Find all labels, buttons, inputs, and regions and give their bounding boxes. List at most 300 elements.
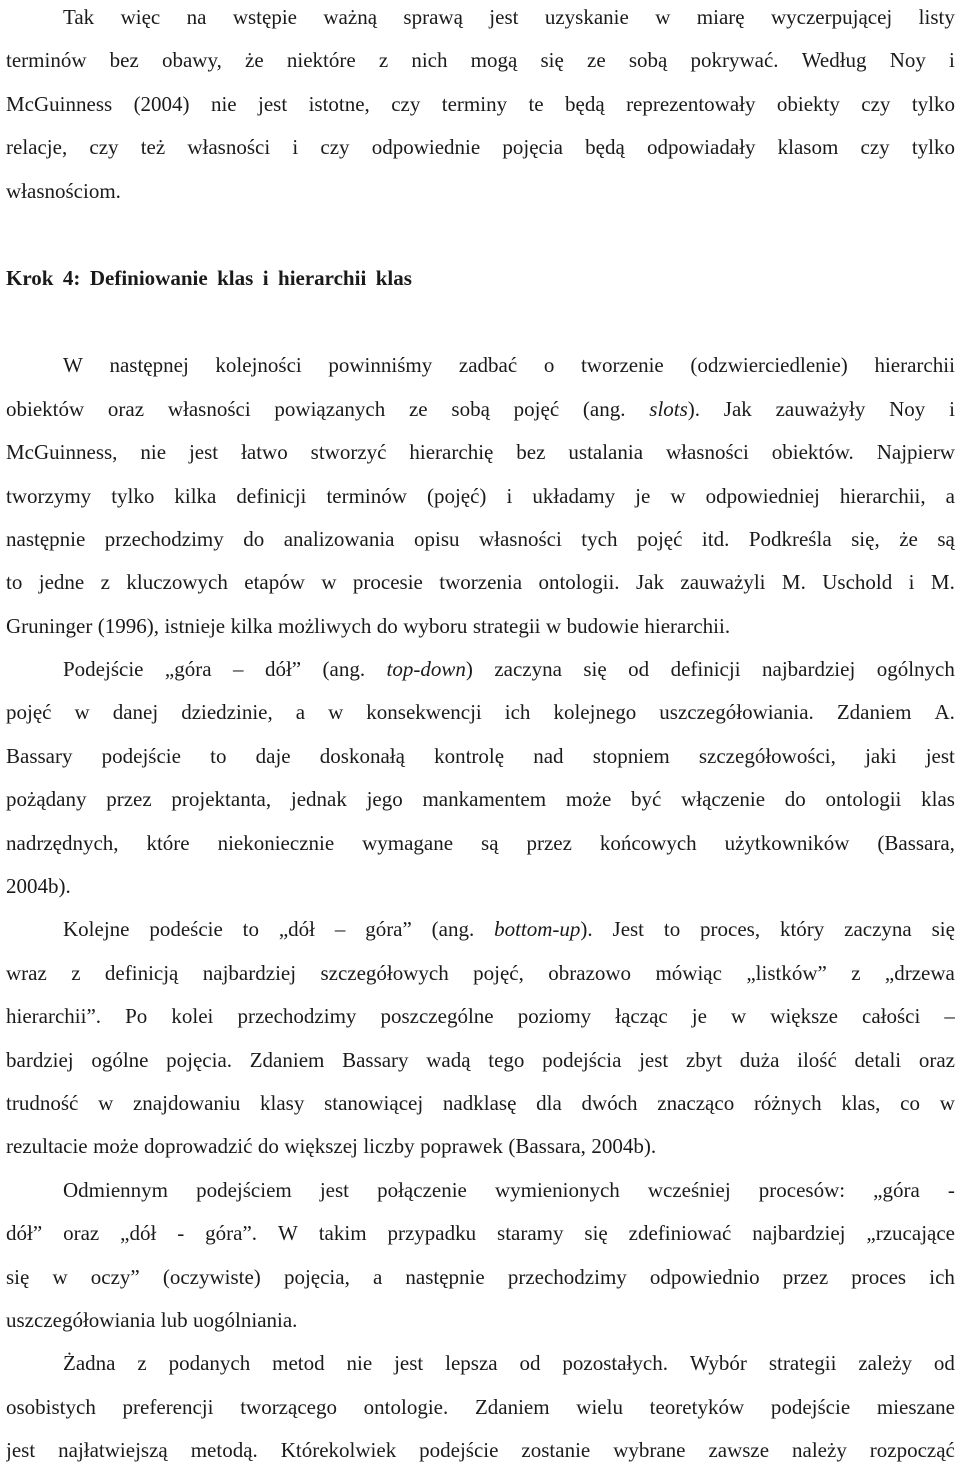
text-line bbox=[6, 1342, 955, 1385]
word: pojęcia bbox=[502, 135, 563, 160]
word: stanowiącej bbox=[324, 1090, 424, 1115]
paragraph-gap bbox=[6, 300, 955, 344]
word: (ang. bbox=[431, 917, 475, 942]
word: te bbox=[528, 91, 544, 116]
word: istnieje bbox=[164, 613, 226, 638]
word: podejście bbox=[419, 1438, 499, 1463]
word: detali bbox=[854, 1047, 902, 1072]
word: (Bassara, bbox=[877, 830, 955, 855]
word: układamy bbox=[532, 483, 616, 508]
word: Żadna bbox=[63, 1351, 116, 1376]
word: – bbox=[944, 1004, 955, 1029]
word: W bbox=[277, 1221, 298, 1246]
word: że bbox=[245, 48, 264, 73]
word: proces bbox=[851, 1264, 907, 1289]
word: duża bbox=[739, 1047, 780, 1072]
text-line bbox=[6, 431, 955, 474]
word: ustalania bbox=[568, 440, 644, 465]
word: tylko bbox=[911, 135, 955, 160]
word: oraz bbox=[107, 396, 145, 421]
text-line bbox=[6, 39, 955, 82]
word: pozostałych. bbox=[562, 1351, 668, 1376]
word: zależy bbox=[858, 1351, 912, 1376]
text-line bbox=[6, 1256, 955, 1299]
word: jest bbox=[6, 1438, 36, 1463]
word: przechodzimy bbox=[104, 526, 224, 551]
word: się bbox=[583, 657, 607, 682]
word: dół” bbox=[264, 657, 302, 682]
word: Tak bbox=[63, 5, 95, 29]
word: takim bbox=[318, 1221, 367, 1246]
word: tworzymy bbox=[6, 483, 92, 508]
word: terminy bbox=[441, 91, 508, 116]
word: z bbox=[137, 1351, 147, 1376]
word: kilka bbox=[174, 483, 217, 508]
word: klas bbox=[217, 265, 254, 290]
word: tworzącego bbox=[240, 1394, 337, 1419]
word: przez bbox=[782, 1264, 829, 1289]
word: staramy bbox=[497, 1221, 564, 1246]
word: „dół bbox=[120, 1221, 157, 1246]
word: Po bbox=[125, 1004, 148, 1029]
word: zauważyli bbox=[680, 570, 766, 595]
word: Zdaniem bbox=[474, 1394, 550, 1419]
section-heading bbox=[6, 257, 955, 300]
word: będą bbox=[565, 91, 605, 116]
word: „drzewa bbox=[884, 960, 955, 985]
word: to bbox=[6, 570, 23, 595]
word: reprezentowały bbox=[626, 91, 756, 116]
word: w bbox=[52, 1264, 68, 1289]
word: pojęć bbox=[636, 526, 683, 551]
word: pojęcia, bbox=[283, 1264, 350, 1289]
word: własnościom. bbox=[6, 178, 121, 203]
word: ich bbox=[504, 700, 531, 725]
word: czy bbox=[860, 135, 890, 160]
word: McGuinness, bbox=[6, 440, 118, 465]
text-line bbox=[6, 778, 955, 821]
word: doskonałą bbox=[319, 743, 405, 768]
word: i bbox=[292, 135, 299, 160]
word: własności bbox=[187, 135, 271, 160]
word: preferencji bbox=[122, 1394, 214, 1419]
word: M. bbox=[930, 570, 955, 595]
word: w bbox=[74, 700, 90, 725]
word: - bbox=[177, 1221, 185, 1246]
word: na bbox=[186, 5, 207, 29]
word: tych bbox=[581, 526, 618, 551]
word: sobą bbox=[451, 396, 490, 421]
word: w bbox=[98, 1090, 114, 1115]
word: etapów bbox=[244, 570, 305, 595]
text-line bbox=[6, 1299, 955, 1342]
word: doprowadzić bbox=[144, 1134, 253, 1159]
word: sobą bbox=[628, 48, 668, 73]
word: dla bbox=[536, 1090, 562, 1115]
word: należy bbox=[792, 1438, 847, 1463]
word: niektóre bbox=[286, 48, 356, 73]
word: slots). bbox=[649, 396, 701, 421]
word: je bbox=[635, 483, 651, 508]
word: jednak bbox=[290, 787, 347, 812]
word: odpowiadały bbox=[647, 135, 756, 160]
word: i bbox=[908, 570, 915, 595]
document-page bbox=[6, 0, 955, 1473]
word: najbardziej bbox=[752, 1221, 846, 1246]
paragraph bbox=[6, 1342, 955, 1472]
word: się bbox=[540, 48, 564, 73]
word: pożądany bbox=[6, 787, 87, 812]
paragraph bbox=[6, 908, 955, 1168]
word: i bbox=[949, 396, 955, 421]
word: dół” bbox=[6, 1221, 43, 1246]
word: wadą bbox=[426, 1047, 471, 1072]
word: nad bbox=[533, 743, 564, 768]
word: stworzyć bbox=[310, 440, 387, 465]
word: najłatwiejszą bbox=[58, 1438, 168, 1463]
word: „góra bbox=[873, 1177, 920, 1202]
word: tego bbox=[488, 1047, 525, 1072]
word: niekoniecznie bbox=[217, 830, 335, 855]
word: zaczyna bbox=[844, 917, 912, 942]
word: mieszane bbox=[876, 1394, 955, 1419]
word: jest bbox=[489, 5, 519, 29]
word: poziomy bbox=[517, 1004, 592, 1029]
word: Najpierw bbox=[876, 440, 955, 465]
word: uogólniania. bbox=[193, 1307, 298, 1332]
word: powinniśmy bbox=[328, 353, 433, 378]
word: ogólnych bbox=[876, 657, 955, 682]
word: zbyt bbox=[685, 1047, 723, 1072]
text-line bbox=[6, 83, 955, 126]
word: zadbać bbox=[458, 353, 518, 378]
word: opisu bbox=[413, 526, 460, 551]
word: budowie bbox=[566, 613, 639, 638]
word: wymagane bbox=[362, 830, 454, 855]
word: najbardziej bbox=[202, 960, 297, 985]
word: się, bbox=[851, 526, 880, 551]
word: góra” bbox=[365, 917, 412, 942]
word: pojęć, bbox=[473, 960, 524, 985]
word: nadklasę bbox=[442, 1090, 517, 1115]
word: definicji bbox=[236, 483, 307, 508]
word: liczby bbox=[363, 1134, 415, 1159]
word: góra”. bbox=[205, 1221, 258, 1246]
word: nich bbox=[411, 48, 448, 73]
word: pojęć bbox=[6, 700, 52, 725]
word: jaki bbox=[865, 743, 897, 768]
word: kluczowych bbox=[126, 570, 228, 595]
word: kolei bbox=[171, 1004, 214, 1029]
word: czy bbox=[861, 91, 891, 116]
word: Którekolwiek bbox=[280, 1438, 397, 1463]
word: nie bbox=[140, 440, 167, 465]
word: McGuinness bbox=[6, 91, 113, 116]
word: rezultacie bbox=[6, 1134, 88, 1159]
word: poprawek bbox=[420, 1134, 503, 1159]
word: najbardziej bbox=[762, 657, 856, 682]
word: poszczególne bbox=[380, 1004, 494, 1029]
word: definicją bbox=[104, 960, 179, 985]
word: szczegółowych bbox=[320, 960, 449, 985]
word: pojęć bbox=[513, 396, 560, 421]
word: Uschold bbox=[822, 570, 893, 595]
word: danej bbox=[112, 700, 159, 725]
word: następnej bbox=[109, 353, 189, 378]
word: następnie bbox=[6, 526, 86, 551]
word: łatwo bbox=[241, 440, 288, 465]
word: większej bbox=[284, 1134, 358, 1159]
word: Jak bbox=[723, 396, 752, 421]
word: Podkreśla bbox=[748, 526, 832, 551]
word: konsekwencji bbox=[366, 700, 482, 725]
word: ze bbox=[408, 396, 428, 421]
word: pojęcia. bbox=[166, 1047, 233, 1072]
word: tworzenie bbox=[580, 353, 664, 378]
word: z bbox=[71, 960, 81, 985]
word: klas, bbox=[841, 1090, 881, 1115]
word: i bbox=[262, 265, 269, 290]
word: hierarchię bbox=[409, 440, 494, 465]
word: podanych bbox=[168, 1351, 251, 1376]
word: połączenie bbox=[377, 1177, 467, 1202]
word: ze bbox=[587, 48, 606, 73]
word: lepsza bbox=[445, 1351, 498, 1376]
word: (oczywiste) bbox=[162, 1264, 261, 1289]
word: Jest bbox=[612, 917, 645, 942]
word: podejście bbox=[770, 1394, 851, 1419]
word: własności bbox=[167, 396, 251, 421]
word: z bbox=[851, 960, 861, 985]
word: Bassary bbox=[342, 1047, 409, 1072]
word: definicji bbox=[670, 657, 741, 682]
word: terminów bbox=[6, 48, 87, 73]
word: a bbox=[372, 1264, 383, 1289]
word: obawy, bbox=[161, 48, 222, 73]
word: oraz bbox=[918, 1047, 955, 1072]
word: przechodzimy bbox=[237, 1004, 357, 1029]
word: jest bbox=[188, 440, 219, 465]
word: w bbox=[328, 700, 344, 725]
word: hierarchii, bbox=[839, 483, 926, 508]
text-line bbox=[6, 1039, 955, 1082]
word: sprawą bbox=[403, 5, 463, 29]
word: nie bbox=[346, 1351, 373, 1376]
word: zauważyły bbox=[775, 396, 866, 421]
word: tworzenia bbox=[439, 570, 523, 595]
word: (1996), bbox=[97, 613, 160, 638]
text-line bbox=[6, 1169, 955, 1212]
word: (Bassara, bbox=[508, 1134, 586, 1159]
word: podejście bbox=[101, 743, 181, 768]
text-line bbox=[6, 865, 955, 908]
word: Zdaniem bbox=[249, 1047, 325, 1072]
word: następnie bbox=[405, 1264, 485, 1289]
word: jest bbox=[258, 91, 288, 116]
word: w bbox=[731, 1004, 747, 1029]
word: (ang. bbox=[322, 657, 366, 682]
word: zaczyna bbox=[494, 657, 562, 682]
word: użytkowników bbox=[724, 830, 850, 855]
text-line bbox=[6, 735, 955, 778]
word: ich bbox=[929, 1264, 955, 1289]
word: podeście bbox=[149, 917, 223, 942]
word: który bbox=[779, 917, 825, 942]
word: w bbox=[670, 483, 686, 508]
paragraph-gap bbox=[6, 213, 955, 257]
word: ontologii. bbox=[538, 570, 620, 595]
text-line bbox=[6, 1125, 955, 1168]
word: znacząco bbox=[657, 1090, 735, 1115]
text-line bbox=[6, 1386, 955, 1429]
text-line bbox=[6, 1429, 955, 1472]
word: co bbox=[900, 1090, 920, 1115]
word: tylko bbox=[111, 483, 155, 508]
word: terminów bbox=[326, 483, 407, 508]
text-line bbox=[6, 648, 955, 691]
word: osobistych bbox=[6, 1394, 96, 1419]
word: Zdaniem bbox=[836, 700, 912, 725]
word: kontrolę bbox=[434, 743, 505, 768]
word: kolejnego bbox=[553, 700, 637, 725]
word: oczy” bbox=[90, 1264, 140, 1289]
word: rozpocząć bbox=[869, 1438, 955, 1463]
word: proces, bbox=[700, 917, 761, 942]
text-line bbox=[6, 1212, 955, 1255]
word: w bbox=[545, 613, 562, 638]
word: uszczegółowiania bbox=[6, 1307, 156, 1332]
text-line bbox=[6, 475, 955, 518]
word: uszczegółowiania. bbox=[659, 700, 814, 725]
text-line bbox=[6, 691, 955, 734]
paragraph bbox=[6, 1169, 955, 1343]
text-line bbox=[6, 952, 955, 995]
word: a bbox=[295, 700, 306, 725]
word: wraz bbox=[6, 960, 47, 985]
word: włączenie bbox=[681, 787, 766, 812]
word: wcześniej bbox=[647, 1177, 731, 1202]
word: top-down) bbox=[386, 657, 473, 682]
word: do bbox=[243, 526, 265, 551]
word: przez bbox=[526, 830, 572, 855]
word: ontologii bbox=[825, 787, 902, 812]
word: też bbox=[140, 135, 166, 160]
word: Kolejne bbox=[63, 917, 130, 942]
word: obiekty bbox=[776, 91, 840, 116]
word: wielu bbox=[576, 1394, 623, 1419]
word: je bbox=[691, 1004, 707, 1029]
word: stopniem bbox=[592, 743, 670, 768]
word: przypadku bbox=[387, 1221, 477, 1246]
word: oraz bbox=[63, 1221, 100, 1246]
word: od bbox=[933, 1351, 955, 1376]
text-line bbox=[6, 995, 955, 1038]
word: projektanta, bbox=[171, 787, 272, 812]
word: listy bbox=[918, 5, 955, 29]
word: i bbox=[949, 48, 955, 73]
word: obiektów. bbox=[771, 440, 854, 465]
text-line bbox=[6, 0, 955, 39]
word: hierarchii bbox=[874, 353, 955, 378]
word: nie bbox=[210, 91, 237, 116]
word: miarę bbox=[696, 5, 745, 29]
word: W bbox=[63, 353, 83, 378]
word: odpowiedniej bbox=[705, 483, 820, 508]
word: ontologie. bbox=[363, 1394, 449, 1419]
text-line bbox=[6, 908, 955, 951]
word: – bbox=[233, 657, 244, 682]
word: Gruninger bbox=[6, 613, 93, 638]
word: się bbox=[584, 1221, 608, 1246]
word: może bbox=[565, 787, 612, 812]
word: zawsze bbox=[708, 1438, 770, 1463]
word: zostanie bbox=[521, 1438, 591, 1463]
word: do bbox=[376, 613, 398, 638]
word: że bbox=[899, 526, 918, 551]
word: dziedzinie, bbox=[181, 700, 273, 725]
word: jest bbox=[319, 1177, 349, 1202]
word: wstępie bbox=[232, 5, 297, 29]
word: całości bbox=[862, 1004, 921, 1029]
word: metodą. bbox=[190, 1438, 258, 1463]
word: o bbox=[543, 353, 555, 378]
text-line bbox=[6, 344, 955, 387]
word: w bbox=[321, 570, 337, 595]
paragraph bbox=[6, 0, 955, 213]
word: hierarchii. bbox=[644, 613, 731, 638]
word: zdefiniować bbox=[628, 1221, 732, 1246]
word: odpowiednio bbox=[649, 1264, 760, 1289]
word: Podejście bbox=[63, 657, 144, 682]
word: większe bbox=[770, 1004, 838, 1029]
word: odpowiednie bbox=[371, 135, 481, 160]
word: mankamentem bbox=[422, 787, 547, 812]
text-line bbox=[6, 126, 955, 169]
word: metod bbox=[272, 1351, 325, 1376]
word: przechodzimy bbox=[507, 1264, 627, 1289]
word: wyboru bbox=[403, 613, 468, 638]
word: Wybór bbox=[689, 1351, 747, 1376]
word: w bbox=[655, 5, 671, 29]
text-line bbox=[6, 561, 955, 604]
word: obrazowo bbox=[548, 960, 632, 985]
word: wymienionych bbox=[494, 1177, 620, 1202]
word: od bbox=[519, 1351, 541, 1376]
word: są bbox=[937, 526, 955, 551]
word: to bbox=[663, 917, 681, 942]
word: nadrzędnych, bbox=[6, 830, 119, 855]
word: do bbox=[257, 1134, 279, 1159]
word: 2004b). bbox=[591, 1134, 657, 1159]
word: analizowania bbox=[283, 526, 395, 551]
word: kilka bbox=[230, 613, 273, 638]
word: relacje, bbox=[6, 135, 68, 160]
word: Krok bbox=[6, 265, 54, 290]
word: lub bbox=[160, 1307, 188, 1332]
paragraph bbox=[6, 648, 955, 908]
word: M. bbox=[781, 570, 806, 595]
word: bez bbox=[516, 440, 546, 465]
word: powiązanych bbox=[274, 396, 386, 421]
word: klasy bbox=[260, 1090, 305, 1115]
text-line bbox=[6, 605, 955, 648]
text-line bbox=[6, 170, 955, 213]
word: bottom-up). bbox=[494, 917, 593, 942]
word: Według bbox=[801, 48, 867, 73]
word: jest bbox=[639, 1047, 669, 1072]
word: hierarchii bbox=[278, 265, 367, 290]
word: szczegółowości, bbox=[698, 743, 836, 768]
